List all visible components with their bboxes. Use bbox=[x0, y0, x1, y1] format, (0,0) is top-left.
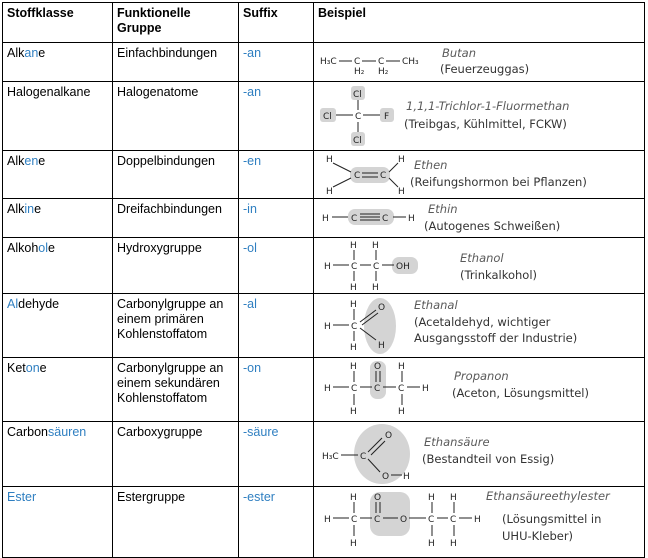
group-cell: Estergruppe bbox=[113, 487, 239, 558]
svg-text:H: H bbox=[428, 493, 435, 503]
header-gruppe: Funktionelle Gruppe bbox=[113, 3, 239, 43]
svg-text:H: H bbox=[350, 493, 357, 503]
svg-text:H: H bbox=[428, 539, 435, 549]
svg-text:H: H bbox=[398, 362, 405, 372]
ethyne-structure bbox=[314, 199, 644, 237]
svg-text:H: H bbox=[324, 322, 331, 332]
svg-text:C: C bbox=[351, 262, 358, 272]
example-desc-2: UHU-Kleber) bbox=[502, 529, 574, 543]
svg-text:Cl: Cl bbox=[323, 112, 332, 122]
svg-text:C: C bbox=[360, 452, 367, 462]
class-cell: Alkohole bbox=[3, 238, 113, 294]
table-row bbox=[3, 199, 645, 238]
svg-text:O: O bbox=[382, 472, 390, 482]
example-desc: (Acetaldehyd, wichtiger bbox=[414, 315, 551, 329]
svg-text:C: C bbox=[354, 171, 361, 181]
functional-groups-table bbox=[2, 2, 645, 558]
svg-text:CH₃: CH₃ bbox=[402, 57, 419, 67]
suffix-cell: -an bbox=[239, 82, 314, 151]
suffix-cell: -al bbox=[239, 294, 314, 358]
propanone-structure bbox=[314, 358, 644, 421]
svg-text:O: O bbox=[385, 431, 393, 441]
svg-text:H: H bbox=[408, 214, 415, 224]
svg-text:H₃C: H₃C bbox=[320, 57, 337, 67]
class-cell: Halogenalkane bbox=[3, 82, 113, 151]
example-desc: (Autogenes Schweißen) bbox=[424, 219, 561, 233]
svg-text:O: O bbox=[378, 303, 386, 313]
svg-text:H: H bbox=[398, 187, 405, 197]
svg-text:H: H bbox=[324, 262, 331, 272]
class-cell: Aldehyde bbox=[3, 294, 113, 358]
svg-text:C: C bbox=[351, 515, 358, 525]
group-cell: Carbonylgruppe an einem primären Kohlenstoffatom bbox=[113, 294, 239, 358]
group-cell: Einfachbindungen bbox=[113, 43, 239, 82]
svg-text:C: C bbox=[355, 112, 362, 122]
ethanoic-acid-structure bbox=[314, 422, 644, 486]
example-desc: (Reifungshormon bei Pflanzen) bbox=[410, 175, 587, 189]
example-cell bbox=[314, 487, 645, 558]
svg-text:H: H bbox=[350, 343, 357, 353]
group-cell: Carbonylgruppe an einem sekundären Kohlenstoffatom bbox=[113, 358, 239, 422]
class-cell: Carbonsäuren bbox=[3, 422, 113, 487]
group-cell: Halogenatome bbox=[113, 82, 239, 151]
example-name: Propanon bbox=[454, 369, 509, 383]
class-cell: Ester bbox=[3, 487, 113, 558]
class-cell: Alkine bbox=[3, 199, 113, 238]
class-cell: Alkene bbox=[3, 151, 113, 199]
table-row bbox=[3, 43, 645, 82]
svg-text:H: H bbox=[403, 472, 410, 482]
example-desc: (Treibgas, Kühlmittel, FCKW) bbox=[404, 117, 567, 131]
svg-text:Cl: Cl bbox=[353, 90, 362, 100]
example-cell bbox=[314, 422, 645, 487]
example-cell bbox=[314, 238, 645, 294]
example-desc: (Lösungsmittel in bbox=[502, 512, 602, 526]
svg-text:H: H bbox=[350, 407, 357, 417]
table-row bbox=[3, 82, 645, 151]
svg-text:H: H bbox=[378, 341, 385, 351]
svg-text:H: H bbox=[350, 300, 357, 310]
butane-structure bbox=[314, 43, 644, 81]
header-row bbox=[3, 3, 645, 43]
example-desc: (Trinkalkohol) bbox=[460, 268, 538, 282]
example-name: Butan bbox=[442, 46, 477, 60]
svg-text:H₂: H₂ bbox=[354, 67, 365, 77]
suffix-cell: -en bbox=[239, 151, 314, 199]
example-cell bbox=[314, 82, 645, 151]
svg-text:O: O bbox=[374, 493, 382, 503]
suffix-cell: -in bbox=[239, 199, 314, 238]
svg-text:H: H bbox=[450, 539, 457, 549]
svg-text:H: H bbox=[350, 283, 357, 293]
suffix-cell: -säure bbox=[239, 422, 314, 487]
svg-text:C: C bbox=[351, 322, 358, 332]
svg-text:H: H bbox=[350, 241, 357, 251]
svg-text:H: H bbox=[324, 384, 331, 394]
example-desc-2: Ausgangsstoff der Industrie) bbox=[414, 331, 578, 345]
example-cell bbox=[314, 43, 645, 82]
table-row bbox=[3, 151, 645, 199]
suffix-cell: -ester bbox=[239, 487, 314, 558]
svg-text:H: H bbox=[350, 362, 357, 372]
ethyl-acetate-structure bbox=[314, 487, 644, 557]
ethanal-structure bbox=[314, 294, 644, 357]
svg-text:C: C bbox=[378, 57, 385, 67]
svg-text:H: H bbox=[350, 539, 357, 549]
svg-text:C: C bbox=[450, 515, 457, 525]
svg-text:H: H bbox=[450, 493, 457, 503]
example-desc: (Feuerzeuggas) bbox=[440, 62, 530, 76]
example-name: Ethin bbox=[428, 202, 458, 216]
example-cell bbox=[314, 358, 645, 422]
example-cell bbox=[314, 199, 645, 238]
suffix-cell: -ol bbox=[239, 238, 314, 294]
suffix-cell: -an bbox=[239, 43, 314, 82]
table-row bbox=[3, 294, 645, 358]
svg-text:H: H bbox=[372, 283, 379, 293]
svg-text:H: H bbox=[422, 384, 429, 394]
svg-text:O: O bbox=[400, 515, 408, 525]
header-suffix: Suffix bbox=[239, 3, 314, 43]
svg-text:H₂: H₂ bbox=[378, 67, 389, 77]
svg-text:C: C bbox=[398, 384, 405, 394]
svg-text:H: H bbox=[372, 241, 379, 251]
svg-text:C: C bbox=[351, 384, 358, 394]
example-cell bbox=[314, 294, 645, 358]
example-name: Ethen bbox=[414, 158, 448, 172]
header-stoffklasse: Stoffklasse bbox=[3, 3, 113, 43]
svg-text:C: C bbox=[354, 57, 361, 67]
example-name: Ethanal bbox=[414, 298, 458, 312]
svg-text:H: H bbox=[322, 214, 329, 224]
svg-text:H: H bbox=[398, 407, 405, 417]
svg-text:F: F bbox=[384, 112, 390, 122]
table-row bbox=[3, 487, 645, 558]
svg-text:H: H bbox=[326, 187, 333, 197]
svg-text:C: C bbox=[351, 214, 358, 224]
table-row bbox=[3, 358, 645, 422]
trichlorfluormethane-structure bbox=[314, 82, 644, 150]
svg-text:H: H bbox=[324, 515, 331, 525]
example-name: Ethansäure bbox=[424, 435, 490, 449]
suffix-cell: -on bbox=[239, 358, 314, 422]
svg-text:H₃C: H₃C bbox=[322, 452, 339, 462]
class-cell: Ketone bbox=[3, 358, 113, 422]
example-name: 1,1,1-Trichlor-1-Fluormethan bbox=[406, 99, 570, 113]
table-row bbox=[3, 422, 645, 487]
svg-text:H: H bbox=[474, 515, 481, 525]
example-name: Ethansäureethylester bbox=[486, 489, 610, 503]
svg-text:C: C bbox=[373, 262, 380, 272]
group-cell: Hydroxygruppe bbox=[113, 238, 239, 294]
svg-text:O: O bbox=[374, 362, 382, 372]
example-desc: (Bestandteil von Essig) bbox=[422, 452, 555, 466]
class-cell: Alkane bbox=[3, 43, 113, 82]
svg-text:C: C bbox=[382, 214, 389, 224]
svg-text:OH: OH bbox=[396, 262, 410, 272]
svg-text:Cl: Cl bbox=[353, 136, 362, 146]
ethene-structure bbox=[314, 151, 644, 198]
svg-text:H: H bbox=[398, 155, 405, 165]
svg-text:C: C bbox=[374, 384, 381, 394]
group-cell: Carboxygruppe bbox=[113, 422, 239, 487]
svg-text:H: H bbox=[326, 155, 333, 165]
svg-text:C: C bbox=[374, 515, 381, 525]
svg-text:C: C bbox=[428, 515, 435, 525]
header-beispiel: Beispiel bbox=[314, 3, 645, 43]
example-name: Ethanol bbox=[460, 251, 504, 265]
example-desc: (Aceton, Lösungsmittel) bbox=[452, 386, 589, 400]
table-row bbox=[3, 238, 645, 294]
group-cell: Doppelbindungen bbox=[113, 151, 239, 199]
example-cell bbox=[314, 151, 645, 199]
svg-text:C: C bbox=[380, 171, 387, 181]
group-cell: Dreifachbindungen bbox=[113, 199, 239, 238]
ethanol-structure bbox=[314, 238, 644, 293]
